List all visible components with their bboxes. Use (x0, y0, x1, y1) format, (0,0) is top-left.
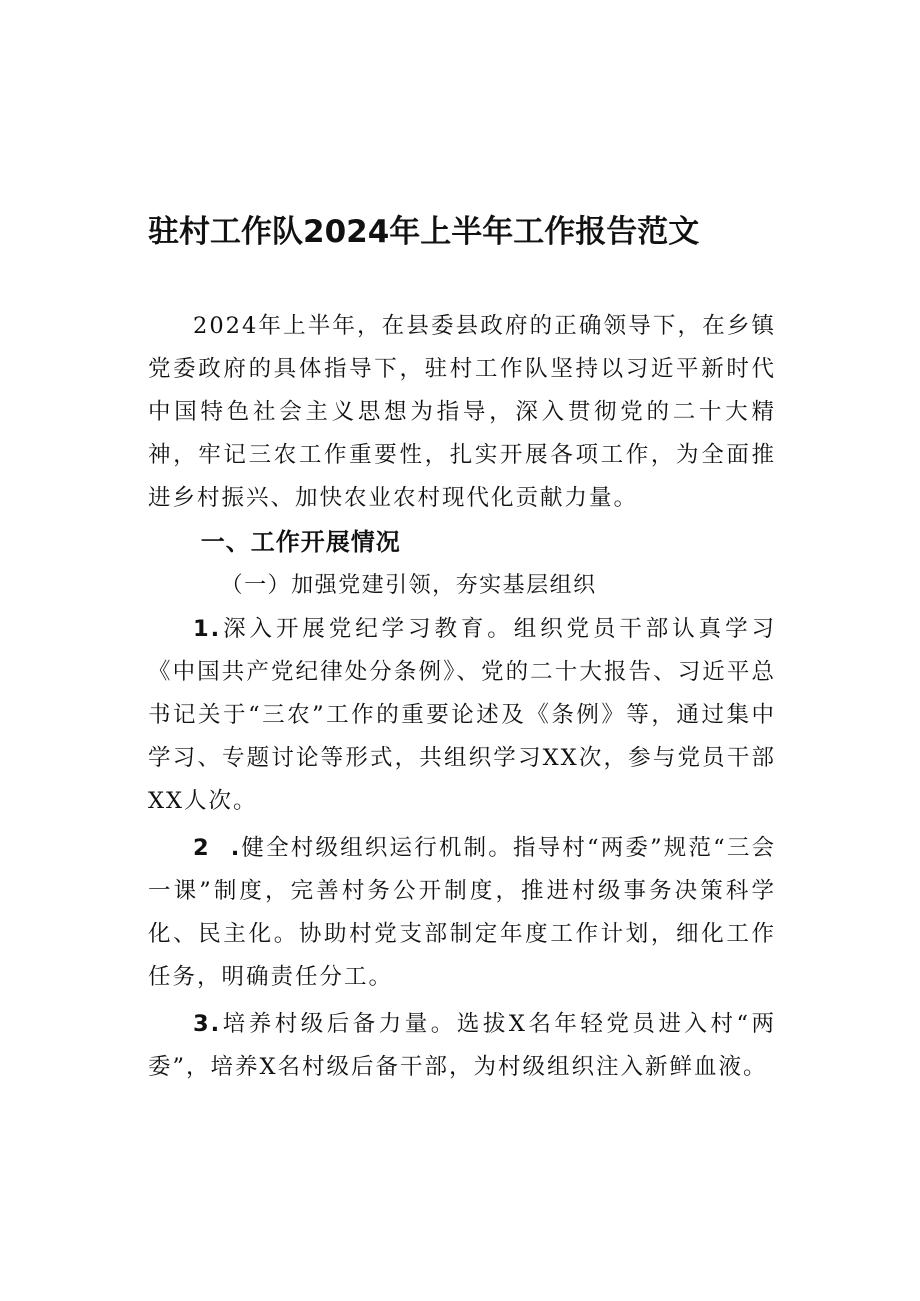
list-item-3 (148, 1003, 776, 1089)
item-text: 健全村级组织运行机制。指导村“两委”规范“三会一课”制度，完善村务公开制度，推进村级事务决策科学化、民主化。协助村党支部制定年度工作计划，细化工作任务，明确责任分工。 (148, 835, 776, 990)
section-heading: 一、工作开展情况 (200, 528, 401, 556)
item-text: 深入开展党纪学习教育。组织党员干部认真学习《中国共产党纪律处分条例》、党的二十大报告、习近平总书记关于“三农”工作的重要论述及《条例》等，通过集中学习、专题讨论等形式，共组织学习XX次，参与党员干部XX人次。 (148, 616, 776, 814)
item-number: 1. (193, 616, 222, 642)
intro-paragraph: 2024年上半年，在县委县政府的正确领导下，在乡镇党委政府的具体指导下，驻村工作队坚持以习近平新时代中国特色社会主义思想为指导，深入贯彻党的二十大精神，牢记三农工作重要性，扎实开展各项工作，为全面推进乡村振兴、加快农业农村现代化贡献力量。 (148, 313, 776, 511)
item-number: 2 . (193, 835, 242, 861)
subsection-heading: （一）加强党建引领，夯实基层组织 (220, 573, 597, 598)
document-title: 驻村工作队2024年上半年工作报告范文 (148, 214, 700, 250)
list-item-2 (148, 827, 776, 999)
list-item-1 (148, 608, 776, 823)
document-body (148, 305, 776, 1089)
item-text: 培养村级后备力量。选拔X名年轻党员进入村“两委”，培养X名村级后备干部，为村级组织注入新鲜血液。 (148, 1011, 776, 1080)
item-number: 3. (193, 1011, 222, 1037)
